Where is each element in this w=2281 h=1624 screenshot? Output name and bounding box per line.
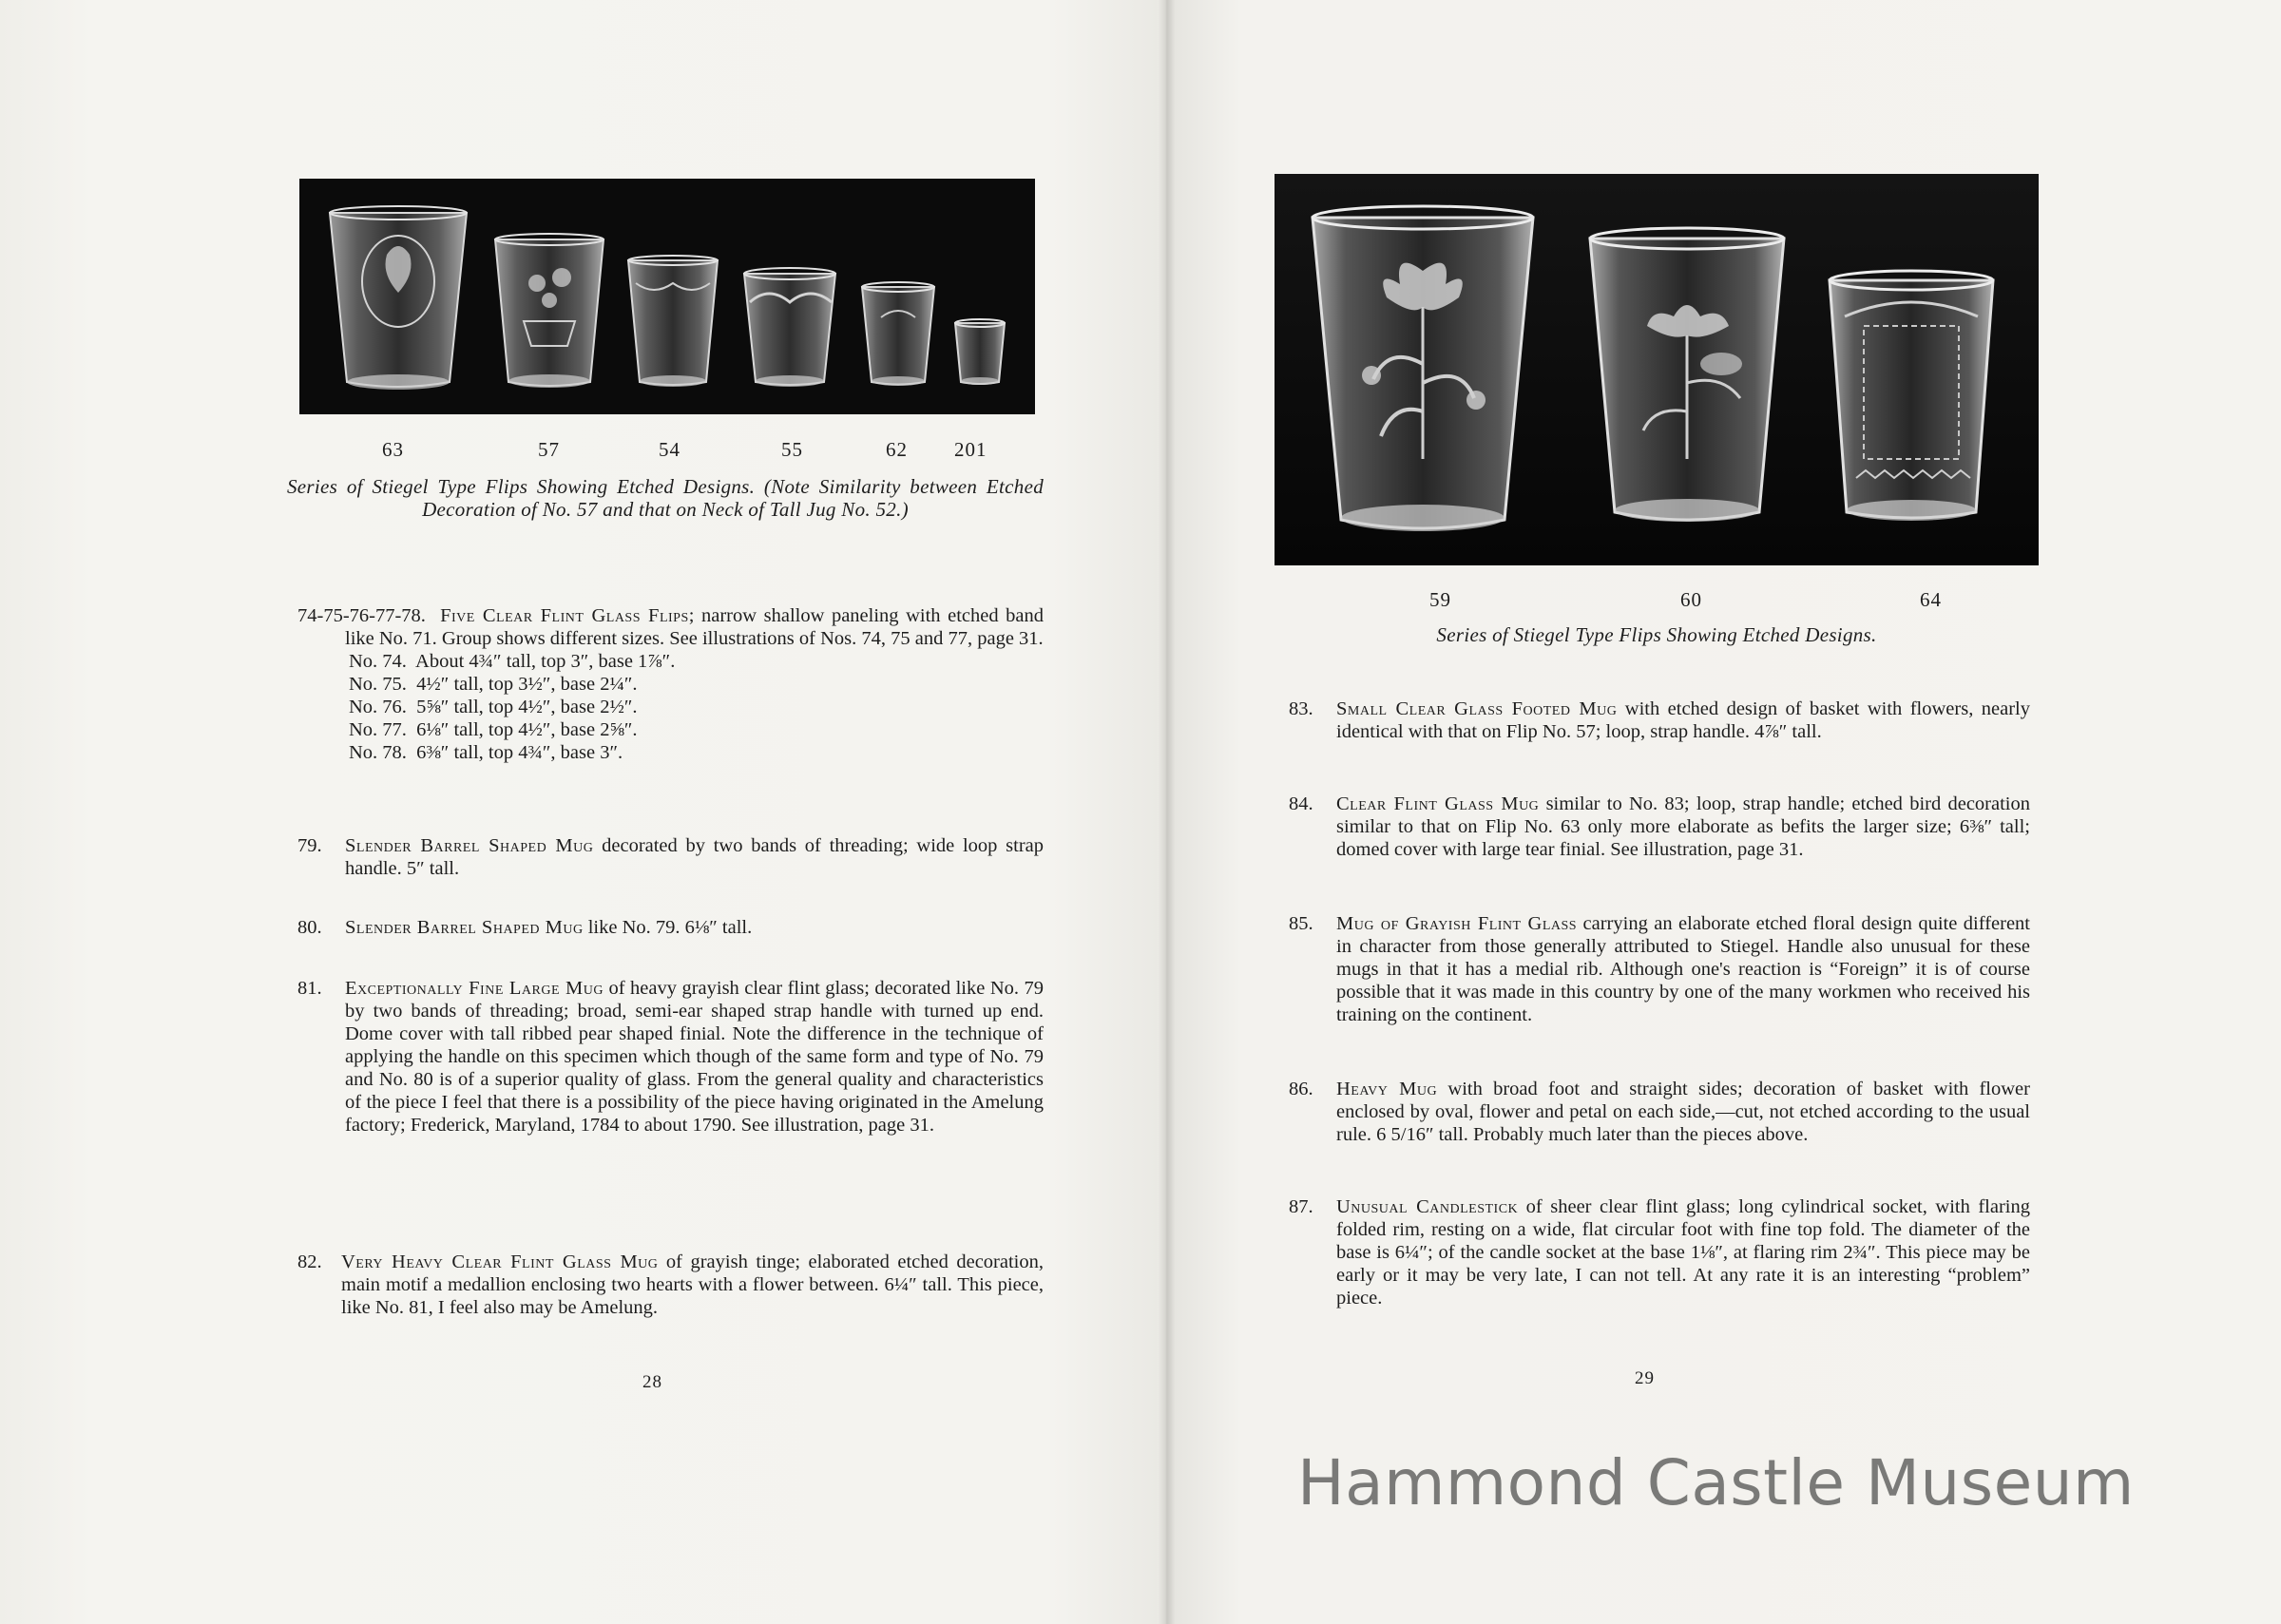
entry-title: Slender Barrel Shaped Mug: [345, 917, 584, 938]
photo-flips-row: [299, 179, 1035, 414]
catalog-entry: [1289, 793, 2030, 861]
entry-title: Five Clear Flint Glass Flips: [440, 605, 689, 626]
entry-title: Small Clear Glass Footed Mug: [1336, 698, 1618, 719]
entry-title: Slender Barrel Shaped Mug: [345, 835, 594, 856]
entry-title: Clear Flint Glass Mug: [1336, 793, 1540, 814]
entry-text: like No. 79. 6⅛″ tall.: [583, 917, 753, 938]
entry-title: Very Heavy Clear Flint Glass Mug: [341, 1251, 659, 1272]
right-page: [1175, 0, 2281, 1624]
catalog-entry: [297, 834, 1044, 880]
figure-number: 59: [1429, 588, 1451, 611]
figure-caption: Series of Stiegel Type Flips Showing Etched Designs. (Note Similarity between Etched Decoration of No. 57 and that on Neck of Tall Jug No. 52.): [287, 475, 1044, 521]
size-line: No. 74. About 4¾″ tall, top 3″, base 1⅞″.: [349, 651, 676, 672]
entry-title: Heavy Mug: [1336, 1079, 1438, 1099]
size-line: No. 75. 4½″ tall, top 3½″, base 2¼″.: [349, 674, 638, 695]
entry-title: Mug of Grayish Flint Glass: [1336, 913, 1578, 934]
entry-text: with broad foot and straight sides; decoration of basket with flower enclosed by oval, flower and petal on each side,—cut, not etched according to the usual rule. 6 5/16″ tall. Probably much later than the pieces above.: [1336, 1079, 2030, 1145]
figure-number: 63: [382, 438, 404, 461]
catalog-entry: [1289, 1078, 2030, 1146]
catalog-entry: [1289, 697, 2030, 743]
entry-text: similar to No. 83; loop, strap handle; etched bird decoration similar to that on Flip No. 63 only more elaborate as befits the larger size; 6⅜″ tall; domed cover with large tear finial. See illustration, page 31.: [1336, 793, 2030, 860]
entry-text: of sheer clear flint glass; long cylindrical socket, with flaring folded rim, resting on a wide, flat circular foot with fine top fold. The diameter of the base is 6¼″; of the candle socket at the base 1⅛″, at flaring rim 2¾″. This piece may be early or it may be very late, I can not tell. At any rate it is an interesting “problem” piece.: [1336, 1196, 2030, 1309]
size-line: No. 78. 6⅜″ tall, top 4¾″, base 3″.: [349, 742, 623, 763]
entry-number: 79.: [297, 835, 322, 856]
size-line: No. 77. 6⅛″ tall, top 4½″, base 2⅝″.: [349, 719, 638, 740]
entry-text: with etched design of basket with flowers, nearly identical with that on Flip No. 57; loop, strap handle. 4⅞″ tall.: [1336, 698, 2030, 742]
entry-number: 84.: [1289, 793, 1313, 814]
entry-number: 82.: [297, 1251, 322, 1272]
catalog-entry: [1289, 912, 2030, 1026]
figure-number: 60: [1680, 588, 1702, 611]
photo-large-flips: [1275, 174, 2039, 565]
glass-flips-illustration: [299, 179, 1035, 414]
figure-number: 64: [1920, 588, 1942, 611]
catalog-entry: [297, 1251, 1044, 1319]
catalog-entry: [297, 604, 1044, 764]
figure-number: 201: [954, 438, 987, 461]
catalog-entry: [297, 977, 1044, 1137]
figure-number: 54: [659, 438, 680, 461]
catalog-entry: [1289, 1195, 2030, 1309]
entry-number: 85.: [1289, 913, 1313, 934]
entry-title: Exceptionally Fine Large Mug: [345, 978, 604, 999]
entry-number: 86.: [1289, 1079, 1313, 1099]
figure-number: 55: [781, 438, 803, 461]
figure-number: 62: [886, 438, 908, 461]
entry-title: Unusual Candlestick: [1336, 1196, 1519, 1217]
entry-number: 83.: [1289, 698, 1313, 719]
entry-text: of grayish tinge; elaborated etched decoration, main motif a medallion enclosing two hearts with a flower between. 6¼″ tall. This piece, like No. 81, I feel also may be Amelung.: [341, 1251, 1045, 1318]
page-number: 28: [642, 1372, 662, 1392]
entry-number: 81.: [297, 978, 322, 999]
entry-number: 87.: [1289, 1196, 1313, 1217]
page-number: 29: [1635, 1368, 1655, 1388]
entry-number: 74-75-76-77-78.: [297, 605, 426, 626]
figure-number: 57: [538, 438, 560, 461]
book-gutter: [1158, 0, 1175, 1624]
museum-watermark: Hammond Castle Museum: [1297, 1446, 2135, 1519]
glass-flips-illustration: [1275, 174, 2039, 565]
entry-text: decorated by two bands of threading; wide loop strap handle. 5″ tall.: [345, 835, 1045, 879]
entry-text: of heavy grayish clear flint glass; decorated like No. 79 by two bands of threading; broad, semi-ear shaped strap handle with turned up end. Dome cover with tall ribbed pear shaped finial. Note the difference in the technique of applying the handle on this specimen which though of the same form and type of No. 79 and No. 80 is of a superior quality of glass. From the general quality and characteristics of the piece I feel that there is a possibility of the piece having originated in the Amelung factory; Frederick, Maryland, 1784 to about 1790. See illustration, page 31.: [345, 978, 1044, 1136]
catalog-entry: [297, 916, 1044, 939]
figure-caption: Series of Stiegel Type Flips Showing Etched Designs.: [1436, 623, 1877, 646]
entry-number: 80.: [297, 917, 322, 938]
entry-text: carrying an elaborate etched floral design quite different in character from those generally attributed to Stiegel. Handle also unusual for these mugs in that it has a medial rib. Although one's reaction is “Foreign” it is of course possible that it was made in this country by one of the many workmen who received his training on the continent.: [1336, 913, 2030, 1025]
entry-text: ; narrow shallow paneling with etched band like No. 71. Group shows different sizes. See illustrations of Nos. 74, 75 and 77, page 31.: [345, 605, 1044, 649]
size-line: No. 76. 5⅝″ tall, top 4½″, base 2½″.: [349, 697, 638, 717]
